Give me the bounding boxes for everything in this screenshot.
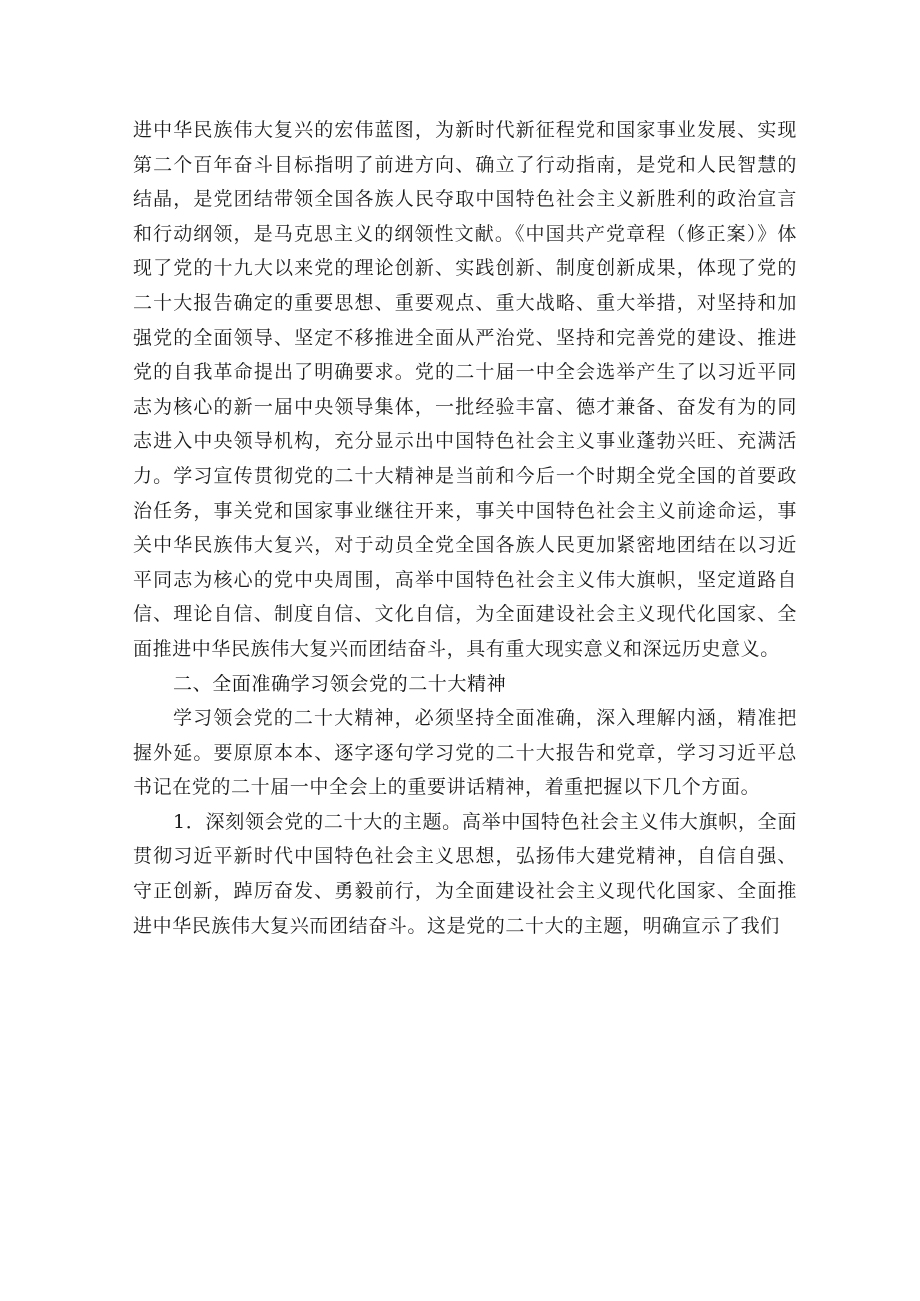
document-page (133, 113, 797, 943)
section-heading: 二、全面准确学习领会党的二十大精神 (173, 672, 507, 695)
body-paragraph: 1．深刻领会党的二十大的主题。高举中国特色社会主义伟大旗帜，全面贯彻习近平新时代中国特色社会主义思想，弘扬伟大建党精神，自信自强、守正创新，踔厉奋发、勇毅前行，为全面建设社会主义现代化国家、全面推进中华民族伟大复兴而团结奋斗。这是党的二十大的主题，明确宣示了我们 (133, 810, 797, 937)
body-paragraph: 学习领会党的二十大精神，必须坚持全面准确，深入理解内涵，精准把握外延。要原原本本、逐字逐句学习党的二十大报告和党章，学习习近平总书记在党的二十届一中全会上的重要讲话精神，着重把握以下几个方面。 (133, 707, 797, 799)
body-paragraph: 进中华民族伟大复兴的宏伟蓝图，为新时代新征程党和国家事业发展、实现第二个百年奋斗目标指明了前进方向、确立了行动指南，是党和人民智慧的结晶，是党团结带领全国各族人民夺取中国特色社会主义新胜利的政治宣言和行动纲领，是马克思主义的纲领性文献。《中国共产党章程（修正案）》体现了党的十九大以来党的理论创新、实践创新、制度创新成果，体现了党的二十大报告确定的重要思想、重要观点、重大战略、重大举措，对坚持和加强党的全面领导、坚定不移推进全面从严治党、坚持和完善党的建设、推进党的自我革命提出了明确要求。党的二十届一中全会选举产生了以习近平同志为核心的新一届中央领导集体，一批经验丰富、德才兼备、奋发有为的同志进入中央领导机构，充分显示出中国特色社会主义事业蓬勃兴旺、充满活力。学习宣传贯彻党的二十大精神是当前和今后一个时期全党全国的首要政治任务，事关党和国家事业继往开来，事关中国特色社会主义前途命运，事关中华民族伟大复兴，对于动员全党全国各族人民更加紧密地团结在以习近平同志为核心的党中央周围，高举中国特色社会主义伟大旗帜，坚定道路自信、理论自信、制度自信、文化自信，为全面建设社会主义现代化国家、全面推进中华民族伟大复兴而团结奋斗，具有重大现实意义和深远历史意义。 (133, 119, 797, 660)
